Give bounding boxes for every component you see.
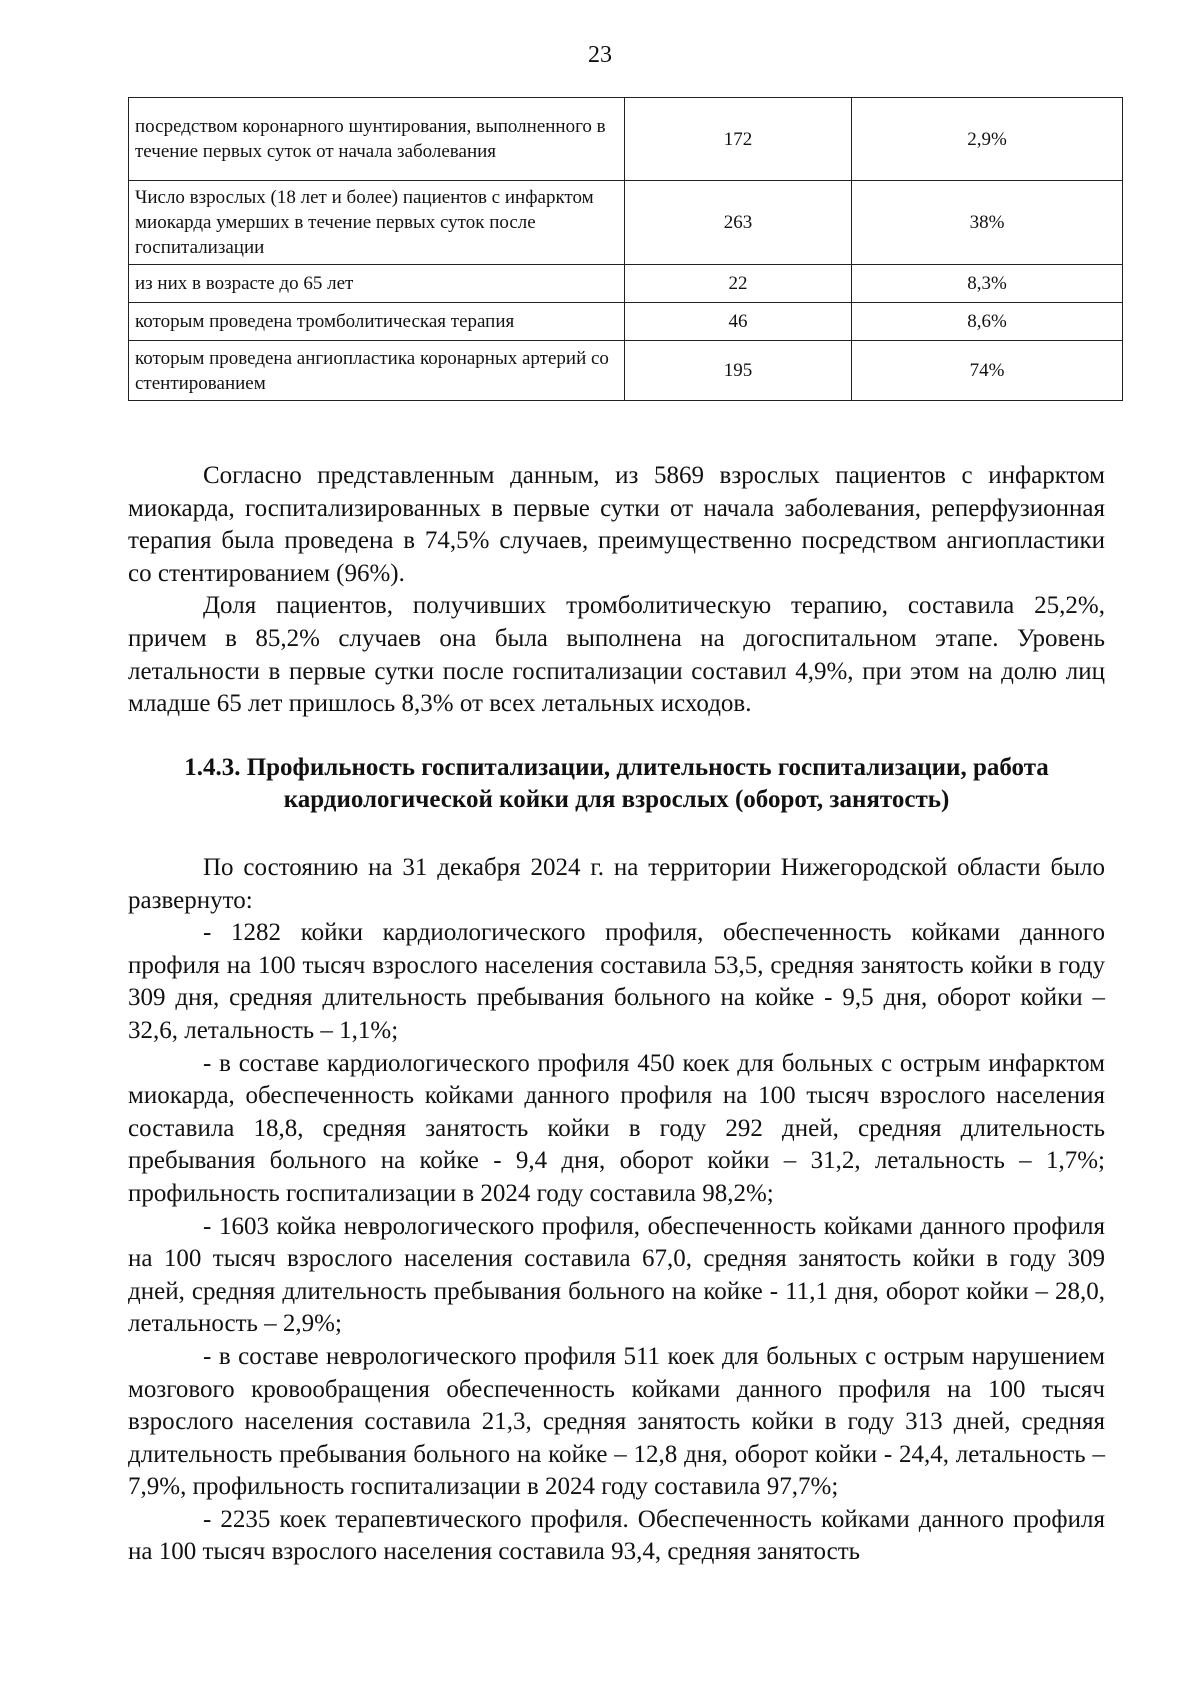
row-count: 172 — [625, 98, 852, 181]
section-text — [128, 852, 1105, 1569]
table-row — [129, 341, 1123, 401]
page-number: 23 — [588, 42, 612, 68]
statistics-table — [128, 97, 1123, 401]
paragraph: По состоянию на 31 декабря 2024 г. на территории Нижегородской области было развернуто: — [128, 854, 1105, 914]
row-count: 263 — [625, 181, 852, 265]
row-percent: 8,3% — [852, 265, 1123, 303]
list-item: - 2235 коек терапевтического профиля. Обеспеченность койками данного профиля на 100 тысяч взрослого населения составила 93,4, средняя занятость — [128, 1505, 1105, 1566]
row-label: из них в возрасте до 65 лет — [129, 265, 625, 303]
row-label: которым проведена тромболитическая терапия — [129, 303, 625, 341]
list-item: - в составе неврологического профиля 511 коек для больных с острым нарушением мозгового кровообращения обеспеченность койками данного профиля на 100 тысяч взрослого населения составила 21,3, средняя занятость койки в году 313 дней, средняя длительность пребывания больного на койке – 12,8 дня, оборот койки - 24,4, летальность – 7,9%, профильность госпитализации в 2024 году составила 97,7%; — [128, 1342, 1105, 1501]
row-percent: 74% — [852, 341, 1123, 401]
row-label: Число взрослых (18 лет и более) пациентов с инфарктом миокарда умерших в течение первых суток после госпитализации — [129, 181, 625, 265]
row-label: посредством коронарного шунтирования, выполненного в течение первых суток от начала заболевания — [129, 98, 625, 181]
list-item: - 1282 койки кардиологического профиля, обеспеченность койками данного профиля на 100 тысяч взрослого населения составила 53,5, средняя занятость койки в году 309 дня, средняя длительность пребывания больного на койке - 9,5 дня, оборот койки – 32,6, летальность – 1,1%; — [128, 919, 1105, 1044]
table-row — [129, 303, 1123, 341]
row-label: которым проведена ангиопластика коронарных артерий со стентированием — [129, 341, 625, 401]
paragraph: Согласно представленным данным, из 5869 взрослых пациентов с инфарктом миокарда, госпитализированных в первые сутки от начала заболевания, реперфузионная терапия была проведена в 74,5% случаев, преимущественно посредством ангиопластики со стентированием (96%). — [128, 462, 1105, 587]
row-count: 46 — [625, 303, 852, 341]
row-percent: 2,9% — [852, 98, 1123, 181]
table-row — [129, 265, 1123, 303]
row-percent: 8,6% — [852, 303, 1123, 341]
row-count: 22 — [625, 265, 852, 303]
row-percent: 38% — [852, 181, 1123, 265]
list-item: - в составе кардиологического профиля 450 коек для больных с острым инфарктом миокарда, обеспеченность койками данного профиля на 100 тысяч взрослого населения составила 18,8, средняя занятость койки в году 292 дней, средняя длительность пребывания больного на койке - 9,4 дня, оборот койки – 31,2, летальность – 1,7%; профильность госпитализации в 2024 году составила 98,2%; — [128, 1049, 1105, 1207]
row-count: 195 — [625, 341, 852, 401]
table-row — [129, 98, 1123, 181]
paragraph: Доля пациентов, получивших тромболитическую терапию, составила 25,2%, причем в 85,2% случаев она была выполнена на догоспитальном этапе. Уровень летальности в первые сутки после госпитализации составил 4,9%, при этом на долю лиц младше 65 лет пришлось 8,3% от всех летальных исходов. — [128, 592, 1105, 718]
section-heading: 1.4.3. Профильность госпитализации, длительность госпитализации, работа кардиологической койки для взрослых (оборот, занятость) — [184, 754, 1049, 813]
intro-text — [128, 460, 1105, 721]
list-item: - 1603 койка неврологического профиля, обеспеченность койками данного профиля на 100 тысяч взрослого населения составила 67,0, средняя занятость койки в году 309 дней, средняя длительность пребывания больного на койке - 11,1 дня, оборот койки – 28,0, летальность – 2,9%; — [128, 1212, 1105, 1338]
table-row — [129, 181, 1123, 265]
